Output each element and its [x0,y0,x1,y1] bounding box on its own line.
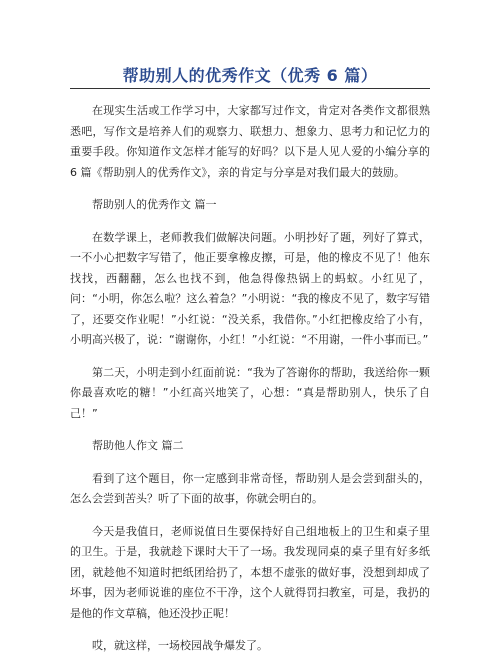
section2-paragraph-1: 看到了这个题目，你一定感到非常奇怪，帮助别人是会尝到甜头的，怎么会尝到苦头？听了下面的故事，你就会明白的。 [70,471,430,505]
document-body [70,101,430,669]
section2-paragraph-3: 哎，就这样，一场校园战争爆发了。 [92,639,268,652]
section1-paragraph-1: 在数学课上，老师教我们做解决问题。小明抄好了题，列好了算式，一不小心把数字写错了，他正要拿橡皮擦，可是，他的橡皮不见了！他东找找，西翻翻，怎么也找不到，他急得像热锅上的蚂蚁。小红见了，问：“小明，你怎么啦？这么着急？”小明说：“我的橡皮不见了，数字写错了，还要交作业呢！”小红说：“没关系，我借你。”小红把橡皮给了小有，小明高兴极了，说：“谢谢你，小红！”小红说：“不用谢，一件小事而已。” [70,230,430,346]
title-divider [70,88,430,89]
section-heading-2: 帮助他人作文 篇二 [92,439,184,452]
section1-paragraph-2: 第二天，小明走到小红面前说：“我为了答谢你的帮助，我送给你一颗你最喜欢吃的糖！”小红高兴地笑了，心想：“真是帮助别人，快乐了自己！” [70,365,430,420]
document-title: 帮助别人的优秀作文（优秀 6 篇） [122,66,378,85]
section2-paragraph-2: 今天是我值日，老师说值日生要保持好自己组地板上的卫生和桌子里的卫生。于是，我就趁下课时大干了一场。我发现同桌的桌子里有好多纸团，就趁他不知道时把纸团给扔了，本想不虚张的做好事，没想到却成了坏事，因为老师说谁的座位不干净，这个人就得罚扫教室，可是，我扔的是他的作文草稿，他还没抄正呢！ [70,524,430,620]
intro-paragraph: 在现实生活或工作学习中，大家都写过作文，肯定对各类作文都很熟悉吧，写作文是培养人们的观察力、联想力、想象力、思考力和记忆力的重要手段。你知道作文怎样才能写的好吗？以下是人见人爱的小编分享的 6 篇《帮助别人的优秀作文》，亲的肯定与分享是对我们最大的鼓励。 [70,104,430,179]
section-heading-1: 帮助别人的优秀作文 篇一 [92,198,217,211]
